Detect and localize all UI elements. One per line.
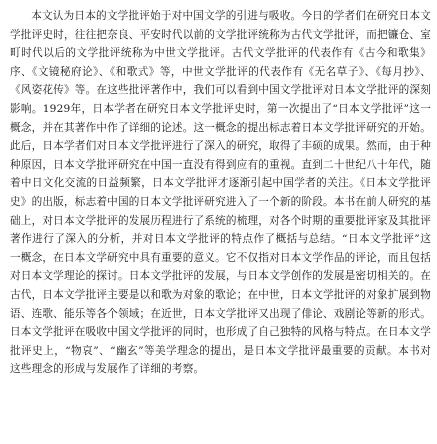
document-body xyxy=(10,7,431,379)
body-paragraph: 本文认为日本的文学批评始于对中国文学的引进与吸收。今日的学者们在研究日本文学批评史时，往往把奈良、平安时代以前的文学批评统称为古代文学批评，而把镰仓、室町时代以后的文学批评统称为中世文学批评。古代文学批评的代表作有《古今和歌集》序、《文镜秘府论》、《和歌式》等，中世文学批评的代表作有《无名草子》、《每月抄》、《风姿花传》等。在这些批评著作中，我们可以看到中国文学批评对日本文学批评的深刻影响。1929年，日本学者在研究日本文学批评史时，第一次提出了“日本文学批评”这一概念，并在其著作中作了详细的论述。这一概念的提出标志着日本文学批评研究的开始。此后，日本学者们对日本文学批评进行了深入的研究，取得了丰硕的成果。然而，由于种种原因，日本文学批评研究在中国一直没有得到应有的重视。直到二十世纪八十年代，随着中日文化交流的日益频繁，日本文学批评才逐渐引起中国学者的关注。《日本文学批评史》的出版，标志着中国的日本文学批评研究进入了一个新的阶段。本书在前人研究的基础上，对日本文学批评的发展历程进行了系统的梳理，对各个时期的重要批评家及其批评著作进行了深入的分析，并对日本文学批评的特点作了概括与总结。“日本文学批评”这一概念，在日本文学研究中具有重要的意义。它不仅指对日本文学作品的评论，而且包括对日本文学理论的探讨。日本文学批评的发展，与日本文学创作的发展是密切相关的。在古代，日本文学批评主要是以和歌为对象的歌论；在中世，日本文学批评的对象扩展到物语、连歌、能乐等各个领域；在近世，日本文学批评又出现了俳论、戏剧论等新的形式。日本文学批评在吸收中国文学批评的同时，也形成了自己独特的风格与特点。在日本文学批评史上，“物哀”、“幽玄”等美学理念的提出，是日本文学批评最重要的贡献。本书对这些理念的形成与发展作了详细的考察。 xyxy=(10,10,431,376)
